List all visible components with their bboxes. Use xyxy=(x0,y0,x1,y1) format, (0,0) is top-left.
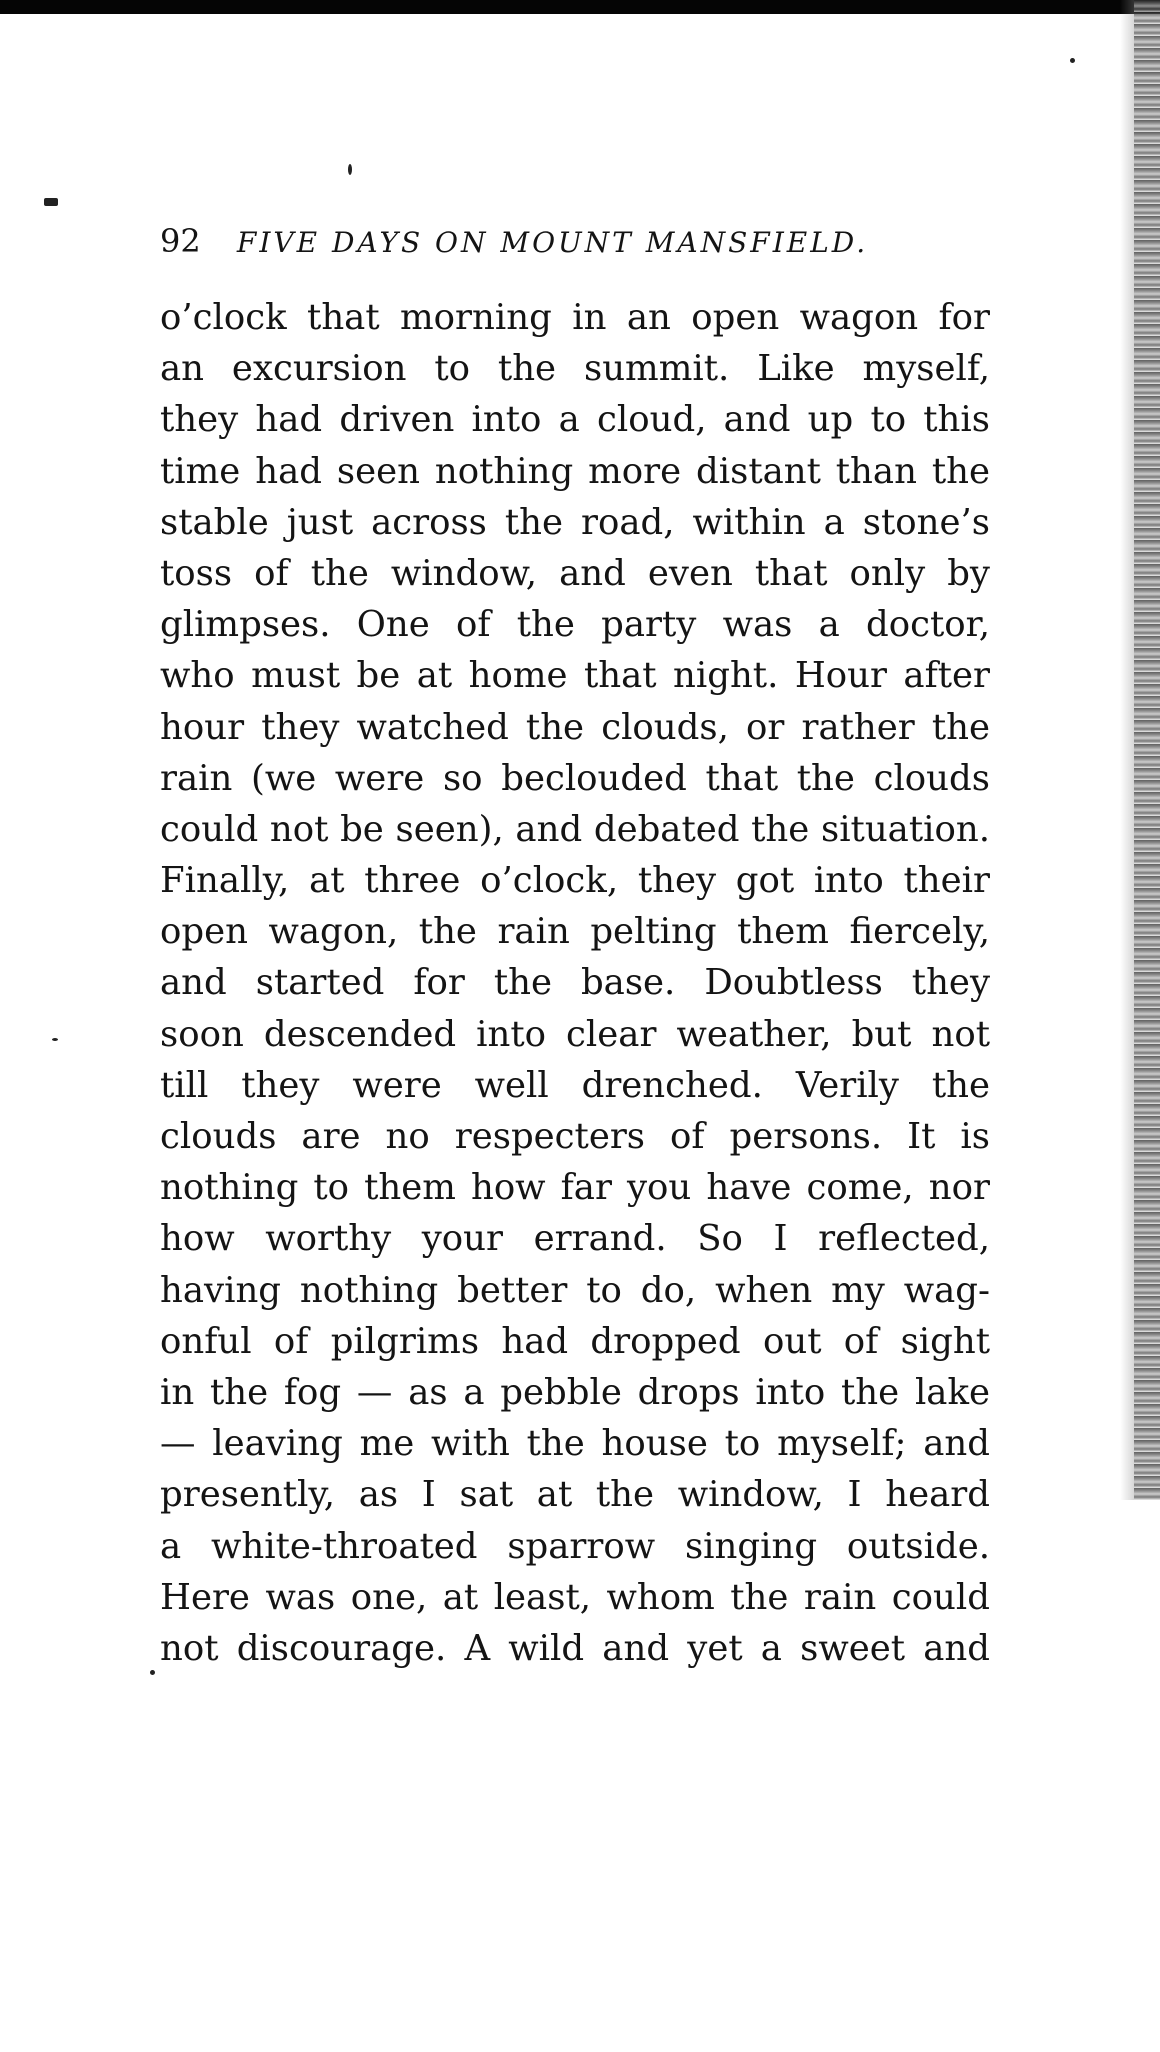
speck xyxy=(1070,58,1075,63)
text-line: and started for the base. Doubtless they xyxy=(160,962,990,1004)
text-line: Finally, at three o’clock, they got into their xyxy=(160,860,990,902)
text-line: nothing to them how far you have come, nor xyxy=(160,1167,990,1209)
text-line: not discourage. A wild and yet a sweet and xyxy=(160,1627,990,1669)
text-line: rain (we were so beclouded that the clouds xyxy=(160,757,990,799)
text-line: o’clock that morning in an open wagon for xyxy=(160,297,990,338)
text-line: time had seen nothing more distant than the xyxy=(160,450,990,492)
text-line: stable just across the road, within a stone’s xyxy=(160,501,990,543)
running-head xyxy=(160,222,920,260)
text-line: — leaving me with the house to myself; and xyxy=(160,1423,990,1465)
text-line: Here was one, at least, whom the rain could xyxy=(160,1576,990,1618)
text-line: presently, as I sat at the window, I heard xyxy=(160,1474,990,1516)
text-line: soon descended into clear weather, but not xyxy=(160,1013,990,1055)
body-text xyxy=(160,292,990,1674)
margin-mark xyxy=(44,198,58,206)
text-line: clouds are no respecters of persons. It is xyxy=(160,1116,990,1157)
scan-top-edge xyxy=(0,0,1160,14)
running-title: FIVE DAYS ON MOUNT MANSFIELD. xyxy=(236,226,869,259)
speck xyxy=(348,164,352,175)
text-line: hour they watched the clouds, or rather the xyxy=(160,706,990,748)
speck xyxy=(150,1670,155,1675)
text-line: toss of the window, and even that only by xyxy=(160,552,990,594)
speck xyxy=(52,1038,58,1041)
text-line: they had driven into a cloud, and up to this xyxy=(160,399,990,441)
text-line: how worthy your errand. So I reflected, xyxy=(160,1218,990,1260)
text-line: till they were well drenched. Verily the xyxy=(160,1064,990,1106)
scan-edge-shadow xyxy=(1120,0,1134,1500)
text-line: an excursion to the summit. Like myself, xyxy=(160,348,990,390)
text-line: a white-throated sparrow singing outside. xyxy=(160,1525,990,1567)
page-number: 92 xyxy=(160,222,201,260)
scan-right-edge xyxy=(1134,0,1160,1500)
text-line: onful of pilgrims had dropped out of sight xyxy=(160,1320,990,1362)
text-line: could not be seen), and debated the situation. xyxy=(160,808,990,850)
text-line: who must be at home that night. Hour after xyxy=(160,655,990,697)
text-line: in the fog — as a pebble drops into the lake xyxy=(160,1371,990,1413)
text-line: glimpses. One of the party was a doctor, xyxy=(160,604,990,646)
text-line: having nothing better to do, when my wag- xyxy=(160,1269,990,1311)
text-line: open wagon, the rain pelting them fiercely, xyxy=(160,911,990,953)
